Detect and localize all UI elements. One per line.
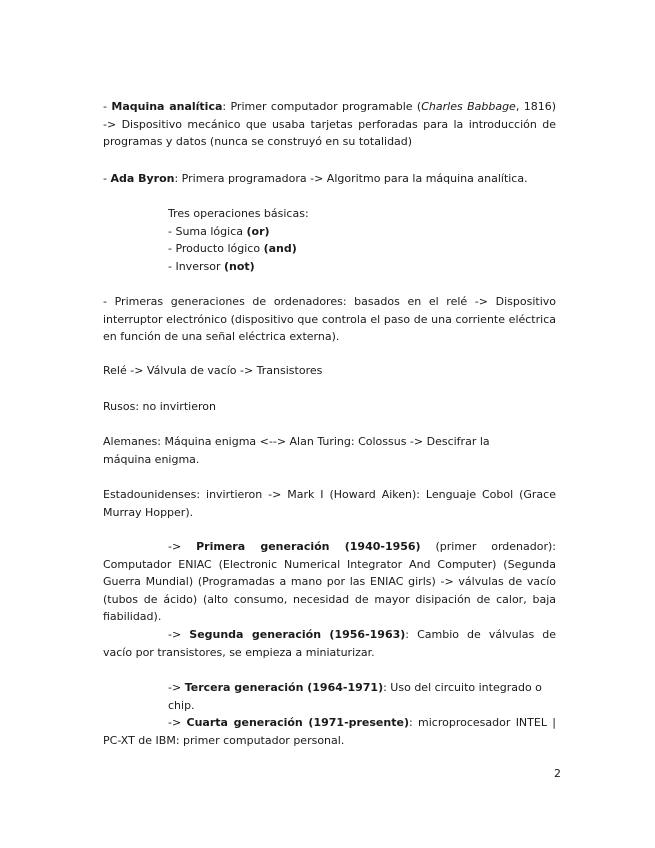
paragraph-russians: Rusos: no invirtieron — [103, 400, 216, 413]
list-item-text: - Producto lógico — [168, 242, 264, 255]
generation-title: Segunda generación (1956-1963) — [189, 628, 406, 641]
paragraph-text: : microprocesador INTEL | PC-XT de IBM: primer computador personal. — [103, 716, 556, 747]
paragraph-text: : Cambio de válvulas de vacío por transistores, se empieza a miniaturizar. — [103, 628, 556, 659]
list-item-text: - Inversor — [168, 259, 224, 273]
paragraph-second-generation — [103, 626, 556, 661]
generation-title: Tercera generación (1964-1971) — [184, 681, 384, 694]
list-item-text: - Suma lógica — [168, 224, 247, 238]
paragraph-third-generation — [168, 679, 558, 714]
list-item-bold: (or) — [246, 224, 270, 238]
paragraph-text: , 1816) -> Dispositivo mecánico que usaba tarjetas perforadas para la introducción de programas y datos (nunca se construyó en su totalidad) — [103, 100, 557, 148]
list-item — [168, 223, 468, 241]
paragraph-text: : Primera programadora -> Algoritmo para la máquina analítica. — [174, 172, 528, 185]
paragraph-relay: Relé -> Válvula de vacío -> Transistores — [103, 364, 323, 377]
operations-heading: Tres operaciones básicas: — [168, 207, 309, 220]
paragraph-germans — [103, 433, 556, 468]
generation-title: Primera generación (1940-1956) — [196, 540, 421, 553]
term-ada-byron: Ada Byron — [110, 172, 175, 185]
bullet-dash: - — [103, 172, 111, 185]
term-analytical-engine: Maquina analítica — [111, 100, 223, 113]
paragraph-text: (primer ordenador): Computador ENIAC (Electronic Numerical Integrator And Computer) (Segunda Guerra Mundial) (Programadas a mano por las ENIAC girls) -> válvulas de vacío (tubos de ácido) (alto consumo, necesidad de mayor disipación de calor, baja fiabilidad). — [103, 540, 556, 623]
arrow: -> — [168, 540, 197, 553]
paragraph-ada-byron — [103, 170, 556, 188]
arrow: -> — [168, 628, 190, 641]
list-item — [168, 240, 468, 258]
generation-title: Cuarta generación (1971-presente) — [186, 716, 409, 729]
person-babbage: Charles Babbage — [421, 100, 516, 113]
paragraph-analytical-engine — [103, 98, 556, 151]
paragraph-americans: Estadounidenses: invirtieron -> Mark I (Howard Aiken): Lenguaje Cobol (Grace Murray Hopper). — [103, 488, 556, 519]
bullet-dash: - — [103, 100, 112, 113]
paragraph-line: máquina enigma. — [103, 452, 200, 466]
arrow: -> — [168, 716, 187, 729]
paragraph-first-generations: - Primeras generaciones de ordenadores: basados en el relé -> Dispositivo interruptor electrónico (dispositivo que controla el paso de una corriente eléctrica en función de una señal eléctrica externa). — [103, 295, 556, 343]
operations-list — [168, 205, 468, 275]
arrow: -> — [168, 681, 185, 694]
list-item-bold: (and) — [263, 242, 297, 255]
list-item-bold: (not) — [223, 259, 255, 273]
paragraph-first-generation — [103, 538, 556, 626]
paragraph-text: : Uso del circuito integrado o chip. — [168, 681, 542, 712]
page-number: 2 — [554, 767, 561, 780]
list-item — [168, 258, 468, 276]
paragraph-line: Alemanes: Máquina enigma <--> Alan Turing: Colossus -> Descifrar la — [103, 435, 490, 448]
paragraph-text: : Primer computador programable ( — [222, 100, 422, 113]
paragraph-fourth-generation — [103, 714, 556, 749]
